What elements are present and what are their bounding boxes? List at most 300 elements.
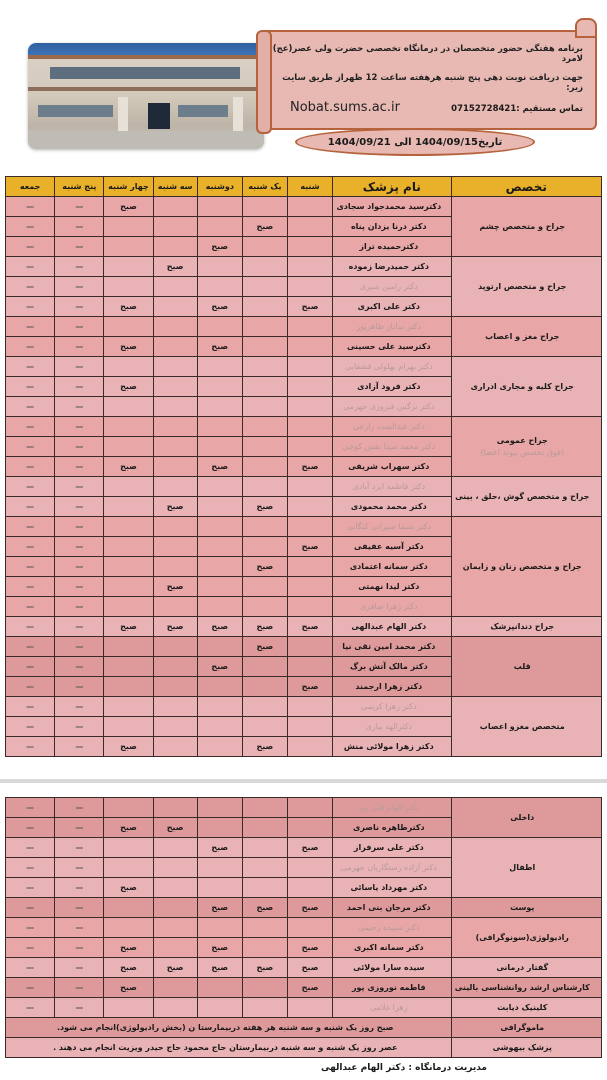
shift-cell xyxy=(197,878,242,898)
closed-day-cell: — xyxy=(55,217,104,237)
shift-cell xyxy=(104,357,153,377)
shift-cell xyxy=(287,277,332,297)
shift-cell: صبح xyxy=(287,677,332,697)
doctor-name: دکتر محمد امین تقی نیا xyxy=(333,637,451,657)
shift-cell xyxy=(287,557,332,577)
shift-cell: صبح xyxy=(197,237,242,257)
title-line-1: برنامه هفتگی حضور متخصصان در درمانگاه تخصصی حضرت ولی عصر(عج) لامرد xyxy=(272,44,583,64)
clinic-building-photo xyxy=(28,43,264,149)
table-row xyxy=(6,317,602,337)
shift-cell xyxy=(242,237,287,257)
shift-cell xyxy=(197,818,242,838)
specialty-label: جراح عمومی xyxy=(496,435,548,445)
shift-cell xyxy=(104,277,153,297)
shift-cell: صبح xyxy=(153,577,197,597)
shift-cell xyxy=(104,537,153,557)
date-range: تاریخ1404/09/15 الی 1404/09/21 xyxy=(327,136,503,148)
closed-day-cell: — xyxy=(55,457,104,477)
shift-cell xyxy=(104,517,153,537)
closed-day-cell: — xyxy=(6,657,55,677)
table-row xyxy=(6,637,602,657)
column-header-day: سه شنبه xyxy=(153,177,197,197)
shift-cell: صبح xyxy=(153,818,197,838)
shift-cell xyxy=(153,337,197,357)
shift-cell xyxy=(104,257,153,277)
closed-day-cell: — xyxy=(55,958,104,978)
specialty-label: رادیولوژی(سونوگرافی) xyxy=(475,932,569,942)
specialty-cell xyxy=(451,838,602,898)
column-header-day: دوشنبه xyxy=(197,177,242,197)
shift-cell: صبح xyxy=(287,297,332,317)
shift-cell xyxy=(287,477,332,497)
shift-cell xyxy=(287,377,332,397)
shift-cell xyxy=(287,878,332,898)
shift-cell xyxy=(104,898,153,918)
closed-day-cell: — xyxy=(55,277,104,297)
shift-cell: صبح xyxy=(242,557,287,577)
closed-day-cell: — xyxy=(6,337,55,357)
shift-cell xyxy=(242,717,287,737)
shift-cell xyxy=(242,838,287,858)
shift-cell xyxy=(153,697,197,717)
closed-day-cell: — xyxy=(55,197,104,217)
shift-cell xyxy=(153,838,197,858)
closed-day-cell: — xyxy=(55,677,104,697)
doctor-name: دکتر سپیده رحیمی xyxy=(333,918,451,938)
doctor-name: دکتر آسیه عفیفی xyxy=(333,537,451,557)
closed-day-cell: — xyxy=(6,417,55,437)
shift-cell xyxy=(242,357,287,377)
closed-day-cell: — xyxy=(55,237,104,257)
closed-day-cell: — xyxy=(55,818,104,838)
shift-cell xyxy=(153,477,197,497)
shift-cell xyxy=(153,737,197,757)
shift-cell: صبح xyxy=(104,958,153,978)
shift-cell xyxy=(287,217,332,237)
shift-cell xyxy=(242,697,287,717)
table-row xyxy=(6,257,602,277)
closed-day-cell: — xyxy=(6,717,55,737)
specialty-label: جراح مغز و اعصاب xyxy=(485,331,560,341)
closed-day-cell: — xyxy=(6,858,55,878)
shift-cell xyxy=(153,637,197,657)
closed-day-cell: — xyxy=(6,798,55,818)
shift-cell xyxy=(197,597,242,617)
closed-day-cell: — xyxy=(55,497,104,517)
specialty-cell xyxy=(451,998,602,1018)
table-row xyxy=(6,517,602,537)
shift-cell xyxy=(242,878,287,898)
shift-cell xyxy=(197,978,242,998)
closed-day-cell: — xyxy=(6,397,55,417)
doctor-name: دکتر شیما سپرانی کنگانی xyxy=(333,517,451,537)
shift-cell xyxy=(287,597,332,617)
shift-cell xyxy=(153,597,197,617)
shift-cell xyxy=(287,517,332,537)
specialty-cell xyxy=(451,517,602,617)
closed-day-cell: — xyxy=(6,237,55,257)
table-row xyxy=(6,477,602,497)
column-header-day: شنبه xyxy=(287,177,332,197)
shift-cell: صبح xyxy=(197,958,242,978)
shift-cell: صبح xyxy=(197,898,242,918)
shift-cell: صبح xyxy=(287,938,332,958)
shift-cell xyxy=(104,697,153,717)
shift-cell xyxy=(104,637,153,657)
shift-cell xyxy=(197,577,242,597)
note-row xyxy=(6,1018,602,1038)
shift-cell xyxy=(104,858,153,878)
shift-cell xyxy=(287,317,332,337)
shift-cell xyxy=(287,497,332,517)
closed-day-cell: — xyxy=(55,537,104,557)
shift-cell: صبح xyxy=(197,457,242,477)
specialty-label: گفتار درمانی xyxy=(496,962,549,972)
shift-cell xyxy=(153,377,197,397)
closed-day-cell: — xyxy=(6,217,55,237)
shift-cell: صبح xyxy=(287,958,332,978)
specialty-label: پزشک بیهوشی xyxy=(451,1038,602,1058)
shift-cell: صبح xyxy=(287,898,332,918)
shift-cell xyxy=(197,477,242,497)
shift-cell xyxy=(242,577,287,597)
shift-cell xyxy=(104,397,153,417)
specialty-label: کلینیک دیابت xyxy=(497,1002,548,1012)
column-header-specialty: تخصص xyxy=(451,177,602,197)
closed-day-cell: — xyxy=(55,798,104,818)
shift-cell xyxy=(104,918,153,938)
shift-cell xyxy=(153,217,197,237)
closed-day-cell: — xyxy=(6,637,55,657)
shift-cell xyxy=(197,998,242,1018)
specialty-label: قلب xyxy=(513,661,531,671)
clinic-management-footer: مدیریت درمانگاه : دکتر الهام عبدالهی xyxy=(320,1063,487,1073)
shift-cell xyxy=(197,417,242,437)
shift-cell xyxy=(104,437,153,457)
table-row xyxy=(6,697,602,717)
shift-cell xyxy=(104,317,153,337)
shift-cell xyxy=(153,197,197,217)
shift-cell: صبح xyxy=(197,617,242,637)
shift-cell xyxy=(153,397,197,417)
shift-cell xyxy=(153,677,197,697)
note-text: عصر روز یک شنبه و سه شنبه دربیمارستان حاج محمود حاج حیدر ویزیت انجام می دهند . xyxy=(6,1038,452,1058)
shift-cell xyxy=(197,677,242,697)
closed-day-cell: — xyxy=(6,457,55,477)
shift-cell xyxy=(287,417,332,437)
shift-cell xyxy=(242,337,287,357)
closed-day-cell: — xyxy=(55,317,104,337)
shift-cell xyxy=(153,297,197,317)
doctor-name: دکتر زهرا ارجمند xyxy=(333,677,451,697)
shift-cell xyxy=(104,838,153,858)
doctor-name: دکترطاهره ناصری xyxy=(333,818,451,838)
shift-cell: صبح xyxy=(104,978,153,998)
shift-cell xyxy=(287,577,332,597)
shift-cell: صبح xyxy=(153,257,197,277)
specialty-label: داخلی xyxy=(510,812,535,822)
doctor-name: دکتر زهرا مولائی منش xyxy=(333,737,451,757)
shift-cell xyxy=(197,257,242,277)
specialty-cell xyxy=(451,697,602,757)
shift-cell xyxy=(104,717,153,737)
specialty-cell xyxy=(451,918,602,958)
closed-day-cell: — xyxy=(55,557,104,577)
shift-cell xyxy=(242,417,287,437)
shift-cell xyxy=(242,858,287,878)
doctor-name: سیده سارا مولائی xyxy=(333,958,451,978)
shift-cell xyxy=(104,597,153,617)
closed-day-cell: — xyxy=(6,838,55,858)
shift-cell: صبح xyxy=(242,737,287,757)
doctor-name: دکتر فرود آزادی xyxy=(333,377,451,397)
shift-cell xyxy=(153,317,197,337)
closed-day-cell: — xyxy=(55,978,104,998)
specialty-cell xyxy=(451,958,602,978)
closed-day-cell: — xyxy=(55,717,104,737)
shift-cell: صبح xyxy=(287,457,332,477)
specialty-label: جراح دندانپزشک xyxy=(490,621,555,631)
closed-day-cell: — xyxy=(6,878,55,898)
shift-cell xyxy=(287,717,332,737)
shift-cell: صبح xyxy=(104,337,153,357)
shift-cell: صبح xyxy=(197,838,242,858)
closed-day-cell: — xyxy=(6,277,55,297)
shift-cell xyxy=(197,798,242,818)
website-link[interactable]: Nobat.sums.ac.ir xyxy=(290,100,400,115)
specialty-cell xyxy=(451,257,602,317)
table-row xyxy=(6,197,602,217)
table-row xyxy=(6,838,602,858)
shift-cell: صبح xyxy=(104,617,153,637)
shift-cell xyxy=(153,417,197,437)
shift-cell xyxy=(287,657,332,677)
shift-cell: صبح xyxy=(197,657,242,677)
closed-day-cell: — xyxy=(55,477,104,497)
note-text: صبح روز یک شنبه و سه شنبه هر هفته دربیمارستا ن (بخش رادیولوژی)انجام می شود. xyxy=(6,1018,452,1038)
specialty-label: ماموگرافی xyxy=(451,1018,602,1038)
shift-cell xyxy=(242,457,287,477)
shift-cell xyxy=(104,217,153,237)
shift-cell xyxy=(153,878,197,898)
shift-cell: صبح xyxy=(104,737,153,757)
shift-cell xyxy=(197,557,242,577)
shift-cell: صبح xyxy=(197,297,242,317)
closed-day-cell: — xyxy=(6,557,55,577)
doctor-name: دکتر الهام عبدالهی xyxy=(333,617,451,637)
shift-cell: صبح xyxy=(104,938,153,958)
shift-cell: صبح xyxy=(242,617,287,637)
specialty-label: متخصص مغزو اعصاب xyxy=(479,721,565,731)
closed-day-cell: — xyxy=(55,577,104,597)
shift-cell xyxy=(153,557,197,577)
shift-cell xyxy=(242,517,287,537)
shift-cell xyxy=(197,317,242,337)
specialty-cell xyxy=(451,617,602,637)
shift-cell: صبح xyxy=(104,197,153,217)
shift-cell xyxy=(104,798,153,818)
shift-cell xyxy=(153,918,197,938)
specialty-cell xyxy=(451,417,602,477)
doctor-name: دکتر محمد سینا نقش کوچی xyxy=(333,437,451,457)
shift-cell xyxy=(242,818,287,838)
specialty-cell xyxy=(451,637,602,697)
shift-cell xyxy=(153,517,197,537)
doctor-name: دکتر نرگس فیروزی جهرمی xyxy=(333,397,451,417)
doctor-name: دکتر لیدا نهمتی xyxy=(333,577,451,597)
shift-cell xyxy=(197,497,242,517)
closed-day-cell: — xyxy=(55,297,104,317)
column-header-day: پنج شنبه xyxy=(55,177,104,197)
shift-cell xyxy=(153,537,197,557)
shift-cell xyxy=(197,397,242,417)
specialty-cell xyxy=(451,317,602,357)
closed-day-cell: — xyxy=(55,437,104,457)
shift-cell xyxy=(242,938,287,958)
closed-day-cell: — xyxy=(6,297,55,317)
doctor-name: دکترالهه بیاری xyxy=(333,717,451,737)
note-row xyxy=(6,1038,602,1058)
shift-cell xyxy=(287,798,332,818)
closed-day-cell: — xyxy=(55,998,104,1018)
shift-cell xyxy=(104,237,153,257)
closed-day-cell: — xyxy=(6,938,55,958)
closed-day-cell: — xyxy=(6,357,55,377)
column-header-day: چهار شنبه xyxy=(104,177,153,197)
shift-cell xyxy=(287,257,332,277)
specialty-cell xyxy=(451,477,602,517)
shift-cell xyxy=(287,737,332,757)
shift-cell xyxy=(104,998,153,1018)
closed-day-cell: — xyxy=(55,838,104,858)
shift-cell xyxy=(287,337,332,357)
shift-cell xyxy=(242,437,287,457)
closed-day-cell: — xyxy=(55,257,104,277)
schedule-table-2 xyxy=(5,797,602,1058)
shift-cell: صبح xyxy=(104,457,153,477)
shift-cell xyxy=(287,397,332,417)
closed-day-cell: — xyxy=(6,597,55,617)
shift-cell: صبح xyxy=(104,297,153,317)
specialty-cell xyxy=(451,978,602,998)
shift-cell xyxy=(153,717,197,737)
table-row xyxy=(6,978,602,998)
table-row xyxy=(6,617,602,637)
closed-day-cell: — xyxy=(6,577,55,597)
shift-cell: صبح xyxy=(153,617,197,637)
table-row xyxy=(6,998,602,1018)
shift-cell xyxy=(242,677,287,697)
closed-day-cell: — xyxy=(6,978,55,998)
doctor-name: دکتر رامین شیری xyxy=(333,277,451,297)
table-row xyxy=(6,417,602,437)
specialty-label: جراح کلیه و مجاری ادراری xyxy=(470,381,574,391)
specialty-label: پوست xyxy=(510,902,535,912)
shift-cell xyxy=(287,197,332,217)
closed-day-cell: — xyxy=(6,377,55,397)
closed-day-cell: — xyxy=(6,677,55,697)
shift-cell: صبح xyxy=(197,337,242,357)
closed-day-cell: — xyxy=(55,357,104,377)
specialty-label: جراح و متخصص گوش ،حلق ، بینی xyxy=(455,491,590,501)
shift-cell xyxy=(197,697,242,717)
shift-cell: صبح xyxy=(153,958,197,978)
shift-cell xyxy=(197,537,242,557)
shift-cell xyxy=(242,197,287,217)
shift-cell xyxy=(242,297,287,317)
specialty-label: جراح و متخصص چشم xyxy=(479,221,566,231)
shift-cell xyxy=(197,377,242,397)
shift-cell xyxy=(153,978,197,998)
shift-cell xyxy=(104,417,153,437)
shift-cell xyxy=(153,938,197,958)
specialty-cell xyxy=(451,197,602,257)
table-row xyxy=(6,898,602,918)
doctor-name: دکتر فاطمه ایزد آبادی xyxy=(333,477,451,497)
title-line-2: جهت دریافت نوبت دهی پنج شنبه هرهفته ساعت 12 ظهراز طریق سایت زیر: xyxy=(282,73,583,93)
shift-cell: صبح xyxy=(104,818,153,838)
shift-cell xyxy=(287,237,332,257)
shift-cell xyxy=(153,858,197,878)
shift-cell xyxy=(287,357,332,377)
shift-cell: صبح xyxy=(242,898,287,918)
shift-cell xyxy=(153,998,197,1018)
closed-day-cell: — xyxy=(6,257,55,277)
doctor-name: دکتر سمانه اعتمادی xyxy=(333,557,451,577)
shift-cell xyxy=(153,457,197,477)
doctor-name: دکتر ساناز طاهرپور xyxy=(333,317,451,337)
shift-cell xyxy=(197,197,242,217)
closed-day-cell: — xyxy=(6,617,55,637)
shift-cell xyxy=(242,377,287,397)
shift-cell: صبح xyxy=(287,617,332,637)
specialty-cell xyxy=(451,798,602,838)
doctor-name: دکتر درنا یزدان پناه xyxy=(333,217,451,237)
closed-day-cell: — xyxy=(55,597,104,617)
closed-day-cell: — xyxy=(6,437,55,457)
shift-cell xyxy=(197,357,242,377)
shift-cell: صبح xyxy=(242,637,287,657)
shift-cell xyxy=(287,437,332,457)
doctor-name: دکتر زهرا صافری xyxy=(333,597,451,617)
closed-day-cell: — xyxy=(6,317,55,337)
closed-day-cell: — xyxy=(6,918,55,938)
doctor-name: دکتر مهرداد یاسائی xyxy=(333,878,451,898)
table-row xyxy=(6,958,602,978)
shift-cell xyxy=(242,597,287,617)
doctor-name: دکتر علی سرفراز xyxy=(333,838,451,858)
doctor-name: دکتر مالک آتش برگ xyxy=(333,657,451,677)
section-divider xyxy=(0,779,607,783)
column-header-day: یک شنبه xyxy=(242,177,287,197)
shift-cell xyxy=(242,257,287,277)
closed-day-cell: — xyxy=(6,537,55,557)
shift-cell: صبح xyxy=(287,978,332,998)
shift-cell xyxy=(242,657,287,677)
shift-cell xyxy=(197,517,242,537)
doctor-name: دکترسید علی حسینی xyxy=(333,337,451,357)
specialty-label: جراح و متخصص ارتوپد xyxy=(478,281,567,291)
doctor-name: دکتر سمانه اکبری xyxy=(333,938,451,958)
doctor-name: دکتر بهرام بهلولی قشقایی xyxy=(333,357,451,377)
doctor-name: فاطمه نوروزی پور xyxy=(333,978,451,998)
shift-cell xyxy=(287,637,332,657)
shift-cell xyxy=(153,277,197,297)
shift-cell xyxy=(197,858,242,878)
header-scroll-banner xyxy=(262,30,597,130)
shift-cell: صبح xyxy=(242,217,287,237)
closed-day-cell: — xyxy=(55,417,104,437)
